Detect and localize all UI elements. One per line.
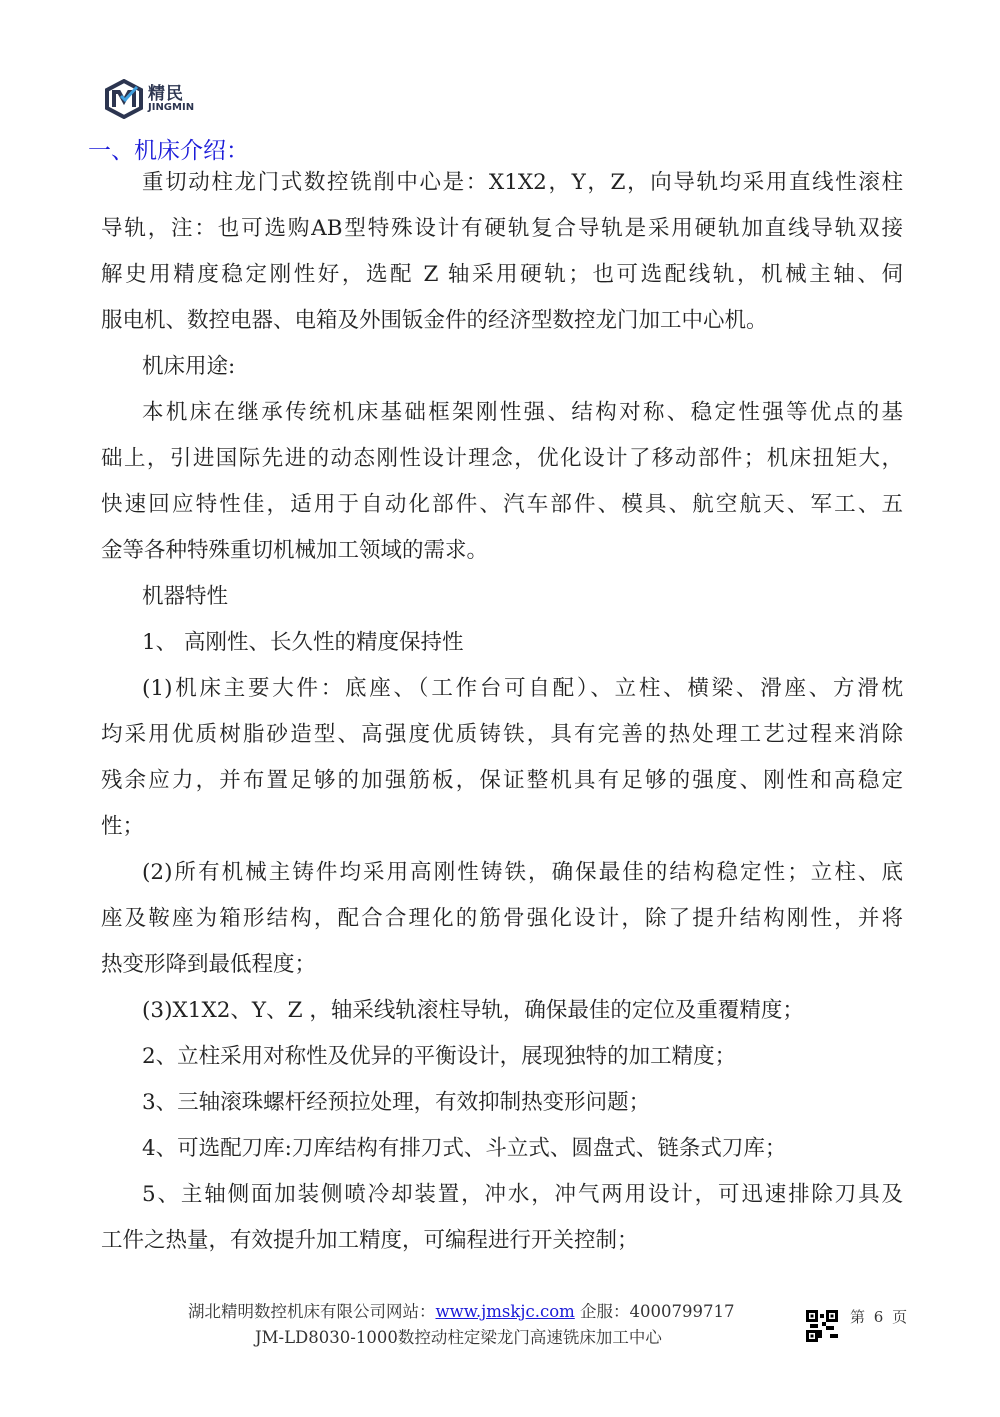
text-line: 残余应力，并布置足够的加强筋板，保证整机具有足够的强度、刚性和高稳定 xyxy=(101,768,903,793)
text-line: 金等各种特殊重切机械加工领域的需求。 xyxy=(101,538,489,563)
text-line: 导轨，注：也可选购AB型特殊设计有硬轨复合导轨是采用硬轨加直线导轨双接 xyxy=(101,216,903,241)
company-logo xyxy=(104,78,214,120)
text-line: 1、 高刚性、长久性的精度保持性 xyxy=(142,630,464,655)
text-line: 快速回应特性佳，适用于自动化部件、汽车部件、模具、航空航天、军工、五 xyxy=(101,492,903,517)
text-line: 座及鞍座为箱形结构，配合合理化的筋骨强化设计，除了提升结构刚性，并将 xyxy=(101,906,903,931)
text-line: 2、立柱采用对称性及优异的平衡设计，展现独特的加工精度； xyxy=(142,1044,737,1069)
footer-model: JM-LD8030-1000数控动柱定梁龙门高速铣床加工中心 xyxy=(255,1328,662,1347)
text-line: (3)X1X2、Y、Z ，轴采线轨滚柱导轨，确保最佳的定位及重覆精度； xyxy=(142,998,804,1023)
text-line: 热变形降到最低程度； xyxy=(101,952,317,977)
footer-service: 企服：4000799717 xyxy=(574,1302,735,1321)
text-line: 4、可选配刀库:刀库结构有排刀式、斗立式、圆盘式、链条式刀库； xyxy=(142,1136,787,1161)
text-line: (1)机床主要大件：底座、（工作台可自配）、立柱、横梁、滑座、方滑枕 xyxy=(142,676,903,701)
footer-company-line xyxy=(188,1298,735,1322)
qr-code-icon xyxy=(806,1310,838,1342)
text-line: 重切动柱龙门式数控铣削中心是：X1X2，Y，Z，向导轨均采用直线性滚柱 xyxy=(142,170,903,195)
website-link[interactable]: www.jmskjc.com xyxy=(435,1302,575,1321)
text-line: 3、三轴滚珠螺杆经预拉处理，有效抑制热变形问题； xyxy=(142,1090,651,1115)
text-line: (2)所有机械主铸件均采用高刚性铸铁，确保最佳的结构稳定性；立柱、底 xyxy=(142,860,903,885)
logo-en: JINGMIN xyxy=(148,101,195,113)
text-line: 性； xyxy=(101,814,145,839)
page-number: 第 6 页 xyxy=(850,1308,908,1326)
text-line: 机器特性 xyxy=(142,584,229,609)
text-line: 解史用精度稳定刚性好，选配 Z 轴采用硬轨；也可选配线轨，机械主轴、伺 xyxy=(101,262,903,287)
document-body xyxy=(101,160,903,1264)
text-line: 5、主轴侧面加装侧喷冷却装置，冲水，冲气两用设计，可迅速排除刀具及 xyxy=(142,1182,903,1207)
text-line: 工件之热量，有效提升加工精度，可编程进行开关控制； xyxy=(101,1228,639,1253)
text-line: 础上，引进国际先进的动态刚性设计理念，优化设计了移动部件；机床扭矩大， xyxy=(101,446,903,471)
footer-company: 湖北精明数控机床有限公司网站： xyxy=(188,1302,436,1321)
logo-cn: 精民 xyxy=(148,83,184,104)
text-line: 服电机、数控电器、电箱及外围钣金件的经济型数控龙门加工中心机。 xyxy=(101,308,768,333)
jingmin-logo-icon xyxy=(104,79,144,119)
text-line: 本机床在继承传统机床基础框架刚性强、结构对称、稳定性强等优点的基 xyxy=(142,400,903,425)
section-heading: 一、机床介绍： xyxy=(88,138,249,164)
text-line: 均采用优质树脂砂造型、高强度优质铸铁，具有完善的热处理工艺过程来消除 xyxy=(101,722,903,747)
text-line: 机床用途: xyxy=(142,354,236,379)
